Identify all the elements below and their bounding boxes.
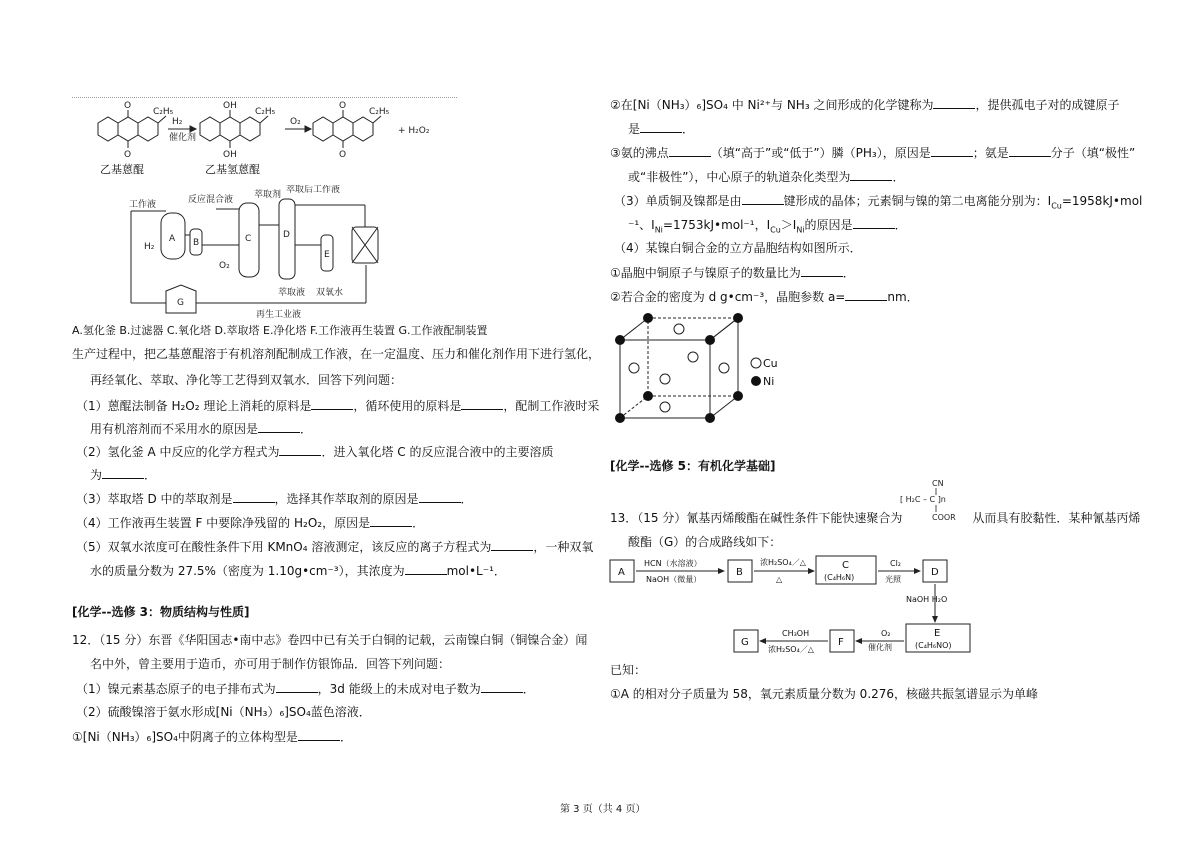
question-12-2-1: ①[Ni（NH₃）₆]SO₄中阴离子的立体构型是 ． [72,730,352,744]
svg-text:乙基氢蒽醌: 乙基氢蒽醌 [205,163,260,176]
unit-cell-diagram [606,308,786,426]
svg-text:[ H₂C – C ]n: [ H₂C – C ]n [900,495,946,504]
answer-blank[interactable] [419,490,461,503]
svg-text:萃取剂: 萃取剂 [254,190,282,200]
svg-text:O: O [124,101,132,111]
question-4: （4）工作液再生装置 F 中要除净残留的 H₂O₂，原因是 ． [76,516,425,530]
svg-text:A: A [169,234,176,244]
answer-blank[interactable] [669,144,711,157]
question-12-cont: 名中外，曾主要用于造币，亦可用于制作仿银饰品．回答下列问题： [90,657,451,671]
answer-blank[interactable] [853,216,895,229]
answer-blank[interactable] [481,680,523,693]
answer-blank[interactable] [233,490,275,503]
svg-text:+ H₂O₂: + H₂O₂ [398,126,430,136]
question-2: （2）氢化釜 A 中反应的化学方程式为 ．进入氧化塔 C 的反应混合液中的主要溶质 [76,445,554,459]
question-12-3: （3）单质铜及镍都是由 键形成的晶体；元素铜与镍的第二电离能分别为：$I_{Cu}=1958kJ•mol$ [614,194,1143,211]
question-13-cont: 酸酯（G）的合成路线如下： [628,535,782,549]
answer-blank[interactable] [933,96,975,109]
question-5-cont: 水的质量分数为 27.5%（密度为 1.10g•cm⁻³），其浓度为 mol•L⁻¹． [90,564,506,578]
question-1-cont: 用有机溶剂而不采用水的原因是 ． [90,422,313,436]
synthesis-route [606,552,976,662]
answer-blank[interactable] [491,538,533,551]
answer-blank[interactable] [640,120,682,133]
intro-line-1: 生产过程中，把乙基蒽醌溶于有机溶剂配制成工作液，在一定温度、压力和催化剂作用下进行氢化， [72,347,601,361]
svg-text:O₂: O₂ [881,629,891,638]
question-12-4-2: ②若合金的密度为 d g•cm⁻³，晶胞参数 a= nm． [610,290,919,304]
svg-text:萃取液: 萃取液 [278,288,306,298]
question-12-4: （4）某镍白铜合金的立方晶胞结构如图所示． [614,241,862,255]
page-footer: 第 3 页（共 4 页） [560,804,646,815]
question-13: 13．（15 分）氰基丙烯酸酯在碱性条件下能快速聚合为 从而具有胶黏性．某种氰基丙烯 [610,511,1141,525]
svg-text:浓H₂SO₄／△: 浓H₂SO₄／△ [768,645,814,654]
known-item-1: ①A 的相对分子质量为 58，氧元素质量分数为 0.276，核磁共振氢谱显示为单峰 [610,687,1039,701]
svg-text:O: O [124,150,132,160]
svg-text:HCN（水溶液）: HCN（水溶液） [644,559,702,568]
svg-text:O₂: O₂ [290,117,301,127]
question-3: （3）萃取塔 D 中的萃取剂是 ，选择其作萃取剂的原因是 ． [76,492,473,506]
intro-line-2: 再经氧化、萃取、净化等工艺得到双氧水．回答下列问题： [90,373,403,387]
svg-text:COOR: COOR [932,513,956,522]
reaction-scheme [80,98,450,178]
answer-blank[interactable] [102,466,144,479]
section-heading-5: [化学--选修 5：有机化学基础] [610,459,776,473]
answer-blank[interactable] [276,680,318,693]
svg-text:D: D [283,230,290,240]
svg-text:H₂: H₂ [172,117,183,127]
svg-text:双氧水: 双氧水 [316,288,344,298]
answer-blank[interactable] [461,397,503,410]
question-12-2-3-cont: 或“非极性”），中心原子的轨道杂化类型为 ． [628,170,905,184]
question-12-2-2: ②在[Ni（NH₃）₆]SO₄ 中 Ni²⁺与 NH₃ 之间形成的化学键称为 ，提供孤电子对的成键原子 [610,98,1120,112]
answer-blank[interactable] [845,288,887,301]
svg-text:E: E [934,628,941,639]
svg-text:F: F [838,637,844,648]
answer-blank[interactable] [850,168,892,181]
svg-text:C₂H₅: C₂H₅ [153,107,174,117]
svg-text:CN: CN [932,479,944,488]
question-1: （1）蒽醌法制备 H₂O₂ 理论上消耗的原料是 ，循环使用的原料是 ，配制工作液时采 [76,399,600,413]
svg-text:B: B [736,567,743,578]
svg-text:工作液: 工作液 [129,200,157,210]
answer-blank[interactable] [742,192,784,205]
answer-blank[interactable] [258,420,300,433]
svg-text:B: B [193,238,200,248]
svg-text:A: A [618,567,625,578]
svg-text:再生工业液: 再生工业液 [256,310,302,320]
question-12: 12．（15 分）东晋《华阳国志•南中志》卷四中已有关于白铜的记载，云南镍白铜（铜镍合金）闻 [72,633,588,647]
svg-text:E: E [324,250,330,260]
svg-text:光照: 光照 [885,575,901,584]
svg-text:G: G [177,298,184,308]
svg-text:乙基蒽醌: 乙基蒽醌 [100,163,144,176]
question-2-cont: 为 ． [90,468,157,482]
svg-text:Ni: Ni [763,375,775,388]
svg-text:Cl₂: Cl₂ [890,559,902,568]
svg-text:O: O [339,101,347,111]
question-12-2: （2）硫酸镍溶于氨水形成[Ni（NH₃）₆]SO₄蓝色溶液． [76,705,371,719]
svg-text:NaOH H₂O: NaOH H₂O [906,595,948,604]
svg-text:催化剂: 催化剂 [868,643,892,652]
known-heading: 已知： [610,663,647,677]
svg-text:C₂H₅: C₂H₅ [369,107,390,117]
question-12-2-3: ③氨的沸点 （填“高于”或“低于”）膦（PH₃），原因是 ；氨是 分子（填“极性” [610,146,1136,160]
svg-text:C: C [245,234,252,244]
question-12-3-cont: ⁻¹、$I_{Ni}=1753kJ•mol^{-1}$，$I_{Cu}>I_{Ni}$的原因是 ． [628,218,907,235]
svg-text:催化剂: 催化剂 [169,133,197,143]
answer-blank[interactable] [298,728,340,741]
answer-blank[interactable] [931,144,973,157]
svg-text:C: C [842,560,849,571]
section-heading-3: [化学--选修 3：物质结构与性质] [72,605,250,619]
answer-blank[interactable] [311,397,353,410]
question-5: （5）双氧水浓度可在酸性条件下用 KMnO₄ 溶液测定，该反应的离子方程式为 ，一种双氧 [76,540,594,554]
svg-text:萃取后工作液: 萃取后工作液 [286,185,341,195]
question-12-1: （1）镍元素基态原子的电子排布式为 ，3d 能级上的未成对电子数为 ． [76,682,535,696]
svg-text:Cu: Cu [763,357,778,370]
question-12-2-2-cont: 是 ． [628,122,695,136]
svg-text:OH: OH [223,150,237,160]
question-12-4-1: ①晶胞中铜原子与镍原子的数量比为 ． [610,266,855,280]
answer-blank[interactable] [801,264,843,277]
svg-text:(C₄H₆NO): (C₄H₆NO) [915,641,952,650]
svg-text:O: O [339,150,347,160]
svg-text:NaOH（微量）: NaOH（微量） [646,575,702,584]
apparatus-diagram [126,185,386,320]
answer-blank[interactable] [405,562,447,575]
answer-blank[interactable] [1009,144,1051,157]
svg-text:CH₃OH: CH₃OH [782,629,810,638]
svg-text:反应混合液: 反应混合液 [188,195,234,205]
svg-text:OH: OH [223,101,237,111]
svg-text:(C₄H₆N): (C₄H₆N) [824,573,855,582]
svg-text:浓H₂SO₄／△: 浓H₂SO₄／△ [760,558,806,567]
svg-text:O₂: O₂ [219,261,230,271]
svg-text:H₂: H₂ [144,242,155,252]
svg-text:G: G [741,637,749,648]
answer-blank[interactable] [370,514,412,527]
answer-blank[interactable] [279,443,321,456]
svg-text:D: D [931,567,939,578]
apparatus-legend: A.氢化釜 B.过滤器 C.氧化塔 D.萃取塔 E.净化塔 F.工作液再生装置 G.工作液配制装置 [72,324,488,337]
svg-text:△: △ [776,575,783,584]
svg-text:C₂H₅: C₂H₅ [255,107,276,117]
